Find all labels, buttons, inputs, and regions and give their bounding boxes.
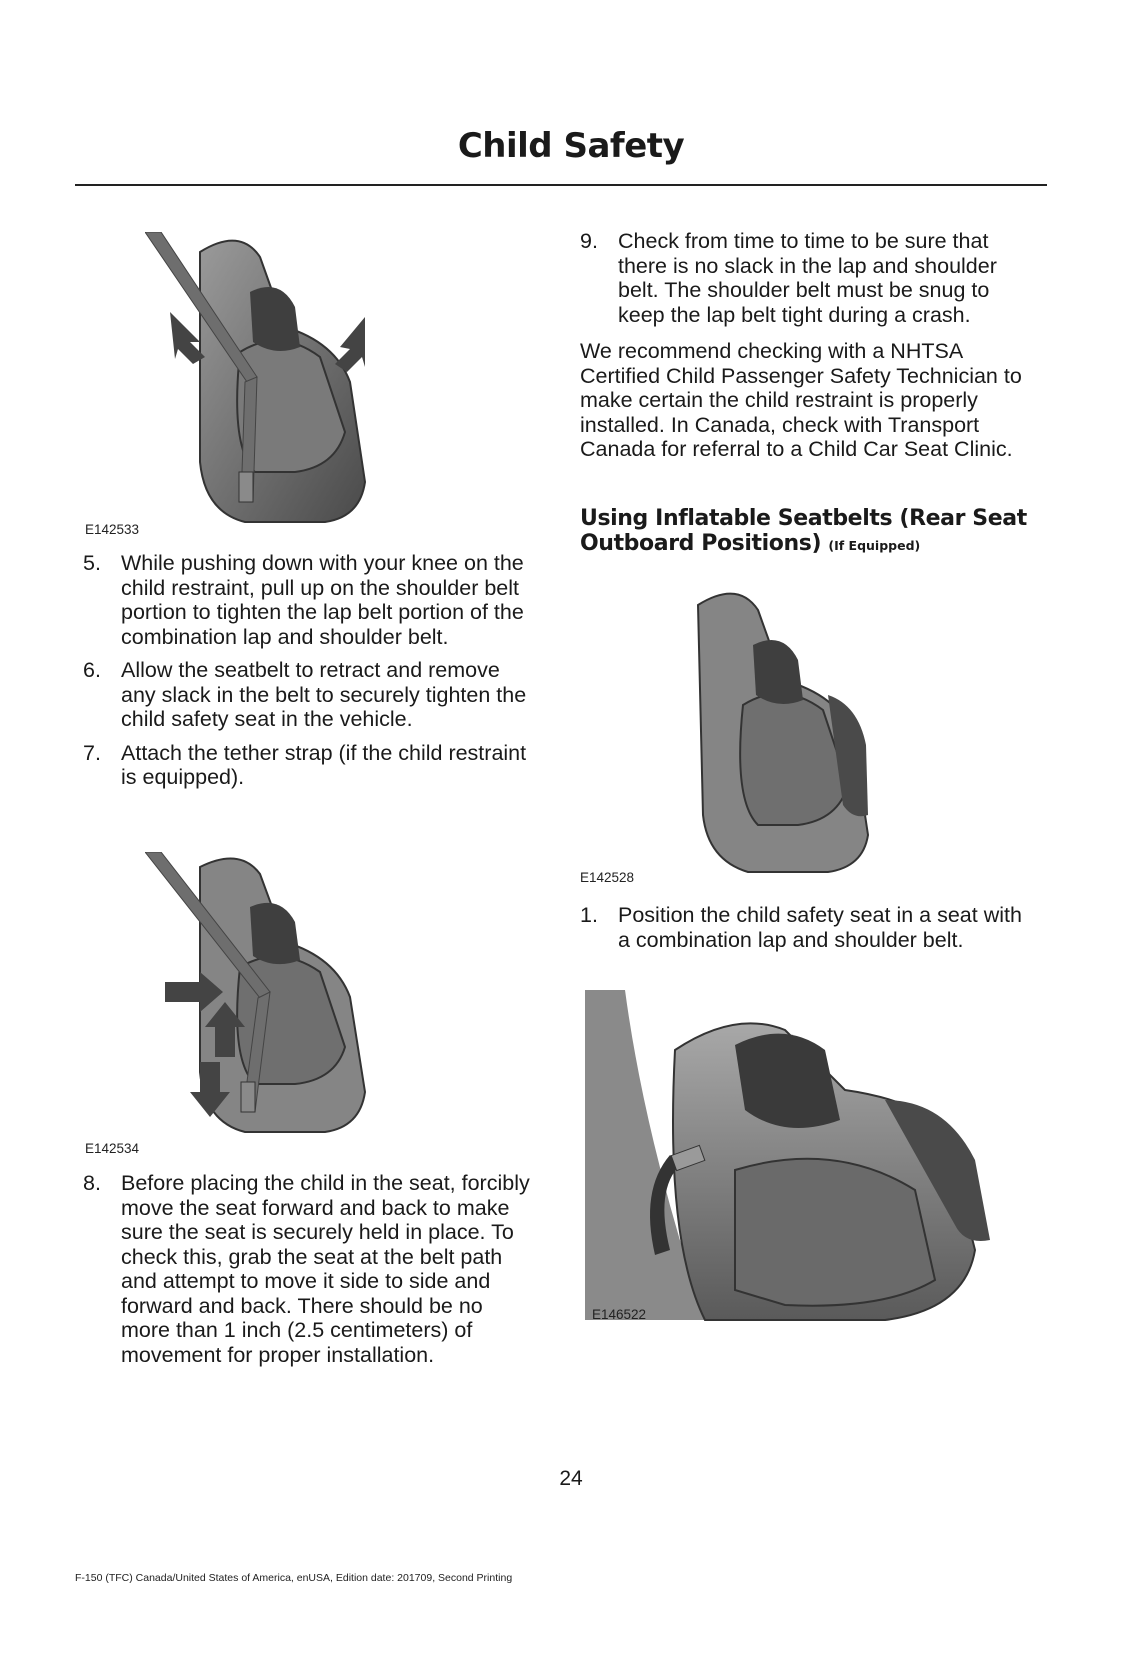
step-number: 7. xyxy=(83,740,101,765)
steps-list-left-b xyxy=(83,1171,533,1376)
step-text: Position the child safety seat in a seat with a combination lap and shoulder belt. xyxy=(618,903,1022,952)
list-item xyxy=(83,741,533,790)
section-qualifier: (If Equipped) xyxy=(828,538,921,553)
step-text: While pushing down with your knee on the child restraint, pull up on the shoulder belt portion to tighten the lap belt portion of the combination lap and shoulder belt. xyxy=(121,551,524,649)
seat-padding-shape xyxy=(250,903,300,964)
page-number: 24 xyxy=(559,1467,583,1490)
step-number: 1. xyxy=(580,903,598,927)
list-item xyxy=(83,551,533,649)
figure-tighten-belt xyxy=(145,232,425,532)
list-item xyxy=(83,1171,533,1367)
step-number: 5. xyxy=(83,551,101,575)
seat-padding-shape xyxy=(735,1034,840,1128)
step-number: 9. xyxy=(580,229,598,253)
step-text: Before placing the child in the seat, forcibly move the seat forward and back to make sure the seat is securely held in place. To check this, grab the seat at the belt path and attempt to move it side to side and forward and back. There should be no more than 1 inch (2.5 centimeters) of movement for proper installation. xyxy=(121,1171,530,1367)
header-divider xyxy=(75,184,1047,186)
step-number: 6. xyxy=(83,658,101,682)
list-item xyxy=(580,229,1030,327)
step-text: Allow the seatbelt to retract and remove any slack in the belt to securely tighten the child safety seat in the vehicle. xyxy=(121,658,527,731)
footer-edition-info: F-150 (TFC) Canada/United States of America, enUSA, Edition date: 201709, Second Printing xyxy=(75,1572,513,1584)
figure-seat xyxy=(678,585,918,875)
figure-code: E142528 xyxy=(580,870,635,885)
page-title: Child Safety xyxy=(457,126,685,166)
steps-list-right-b xyxy=(580,903,1030,961)
section-heading xyxy=(580,506,1040,558)
section-heading-text: Using Inflatable Seatbelts (Rear Seat Outboard Positions) xyxy=(580,506,1027,556)
figure-check-movement xyxy=(145,852,425,1142)
steps-list-left-a xyxy=(83,551,533,799)
step-text: Attach the tether strap (if the child restraint is equipped). xyxy=(121,740,527,789)
list-item xyxy=(580,903,1030,952)
steps-list-right-a xyxy=(580,229,1030,336)
recommend-paragraph: We recommend checking with a NHTSA Certified Child Passenger Safety Technician to make certain the child restraint is properly installed. In Canada, check with Transport Canada for referral to a Child Car Seat Clinic. xyxy=(580,339,1022,461)
belt-buckle-shape xyxy=(241,1082,255,1112)
step-text: Check from time to time to be sure that there is no slack in the lap and shoulder belt. The shoulder belt must be snug to keep the lap belt tight during a crash. xyxy=(618,229,997,327)
figure-code: E146522 xyxy=(592,1307,647,1322)
figure-code: E142534 xyxy=(85,1141,140,1156)
seat-padding-shape xyxy=(753,640,803,704)
step-number: 8. xyxy=(83,1171,101,1195)
belt-buckle-shape xyxy=(239,472,253,502)
figure-seat-closeup xyxy=(585,990,1035,1325)
seat-padding-shape xyxy=(250,287,300,351)
figure-code: E142533 xyxy=(85,522,140,537)
list-item xyxy=(83,658,533,732)
arrow-down-icon xyxy=(335,317,365,372)
